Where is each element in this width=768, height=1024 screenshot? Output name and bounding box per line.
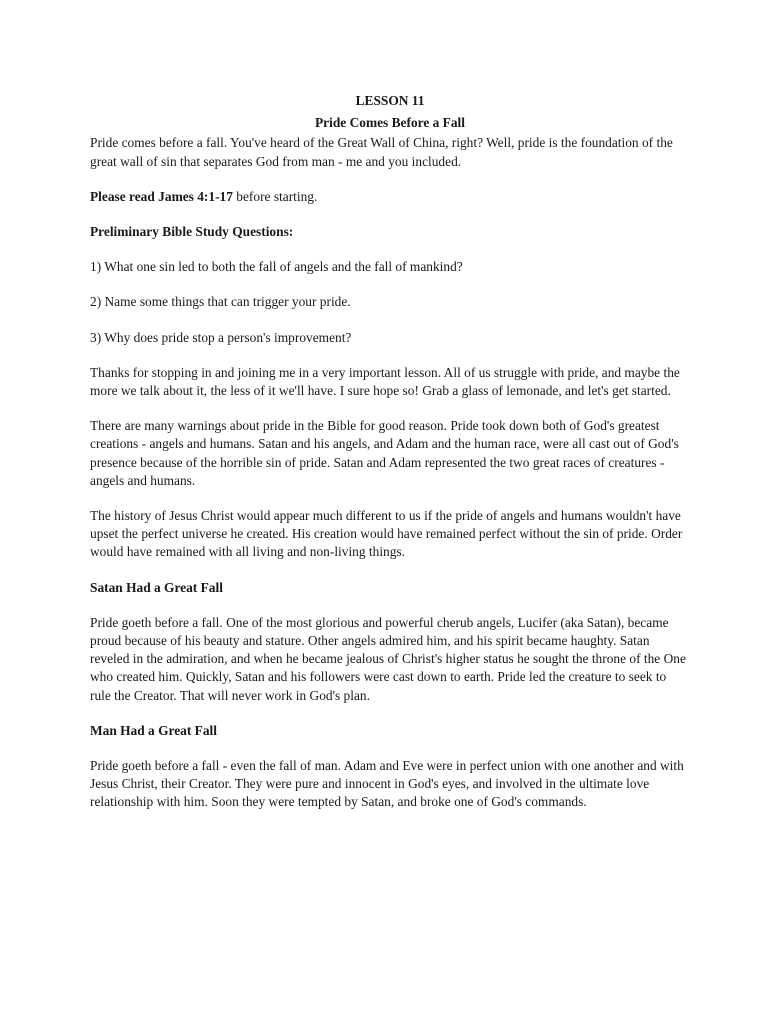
section-heading-man: Man Had a Great Fall xyxy=(90,722,217,738)
section-body-satan: Pride goeth before a fall. One of the most glorious and powerful cherub angels, Lucifer (aka Satan), became proud because of his beauty and stature. Other angels admired him, and his spirit became haughty. Satan reveled in the admiration, and when he became jealous of Christ's higher status he sought the throne of the One who created him. Quickly, Satan and his followers were cast down to earth. Pride led the creature to seek to rule the Creator. That will never work in God's plan. xyxy=(90,614,686,703)
question-1: 1) What one sin led to both the fall of angels and the fall of mankind? xyxy=(90,259,463,275)
body-paragraph-3: The history of Jesus Christ would appear much different to us if the pride of angels and humans wouldn't have upset the perfect universe he created. His creation would have remained perfect without the sin of pride. Order would have remained with all living and non-living things. xyxy=(90,508,683,560)
intro-paragraph: Pride comes before a fall. You've heard of the Great Wall of China, right? Well, pride is the foundation of the great wall of sin that separates God from man - me and you included. xyxy=(90,135,673,169)
lesson-label: LESSON 11 xyxy=(355,93,425,108)
section-heading-satan: Satan Had a Great Fall xyxy=(90,579,223,595)
reading-instruction xyxy=(90,188,690,206)
section-body-man: Pride goeth before a fall - even the fall of man. Adam and Eve were in perfect union with one another and with Jesus Christ, their Creator. They were pure and innocent in God's eyes, and involved in the ultimate love relationship with him. Soon they were tempted by Satan, and broke one of God's commands. xyxy=(90,758,684,810)
lesson-title: Pride Comes Before a Fall xyxy=(315,115,465,131)
prelim-questions-heading: Preliminary Bible Study Questions: xyxy=(90,224,294,240)
question-3: 3) Why does pride stop a person's improvement? xyxy=(90,329,352,345)
body-paragraph-1: Thanks for stopping in and joining me in a very important lesson. All of us struggle with pride, and maybe the more we talk about it, the less of it we'll have. I sure hope so! Grab a glass of lemonade, and let's get started. xyxy=(90,364,680,399)
body-paragraph-2: There are many warnings about pride in the Bible for good reason. Pride took down both of God's greatest creations - angels and humans. Satan and his angels, and Adam and the human race, were all cast out of God's presence because of the horrible sin of pride. Satan and Adam represented the two great races of creatures - angels and humans. xyxy=(90,418,679,488)
document-page xyxy=(90,92,690,829)
reading-reference: Please read James 4:1-17 xyxy=(90,188,233,204)
reading-rest: before starting. xyxy=(232,188,318,204)
question-2: 2) Name some things that can trigger your pride. xyxy=(90,294,351,310)
